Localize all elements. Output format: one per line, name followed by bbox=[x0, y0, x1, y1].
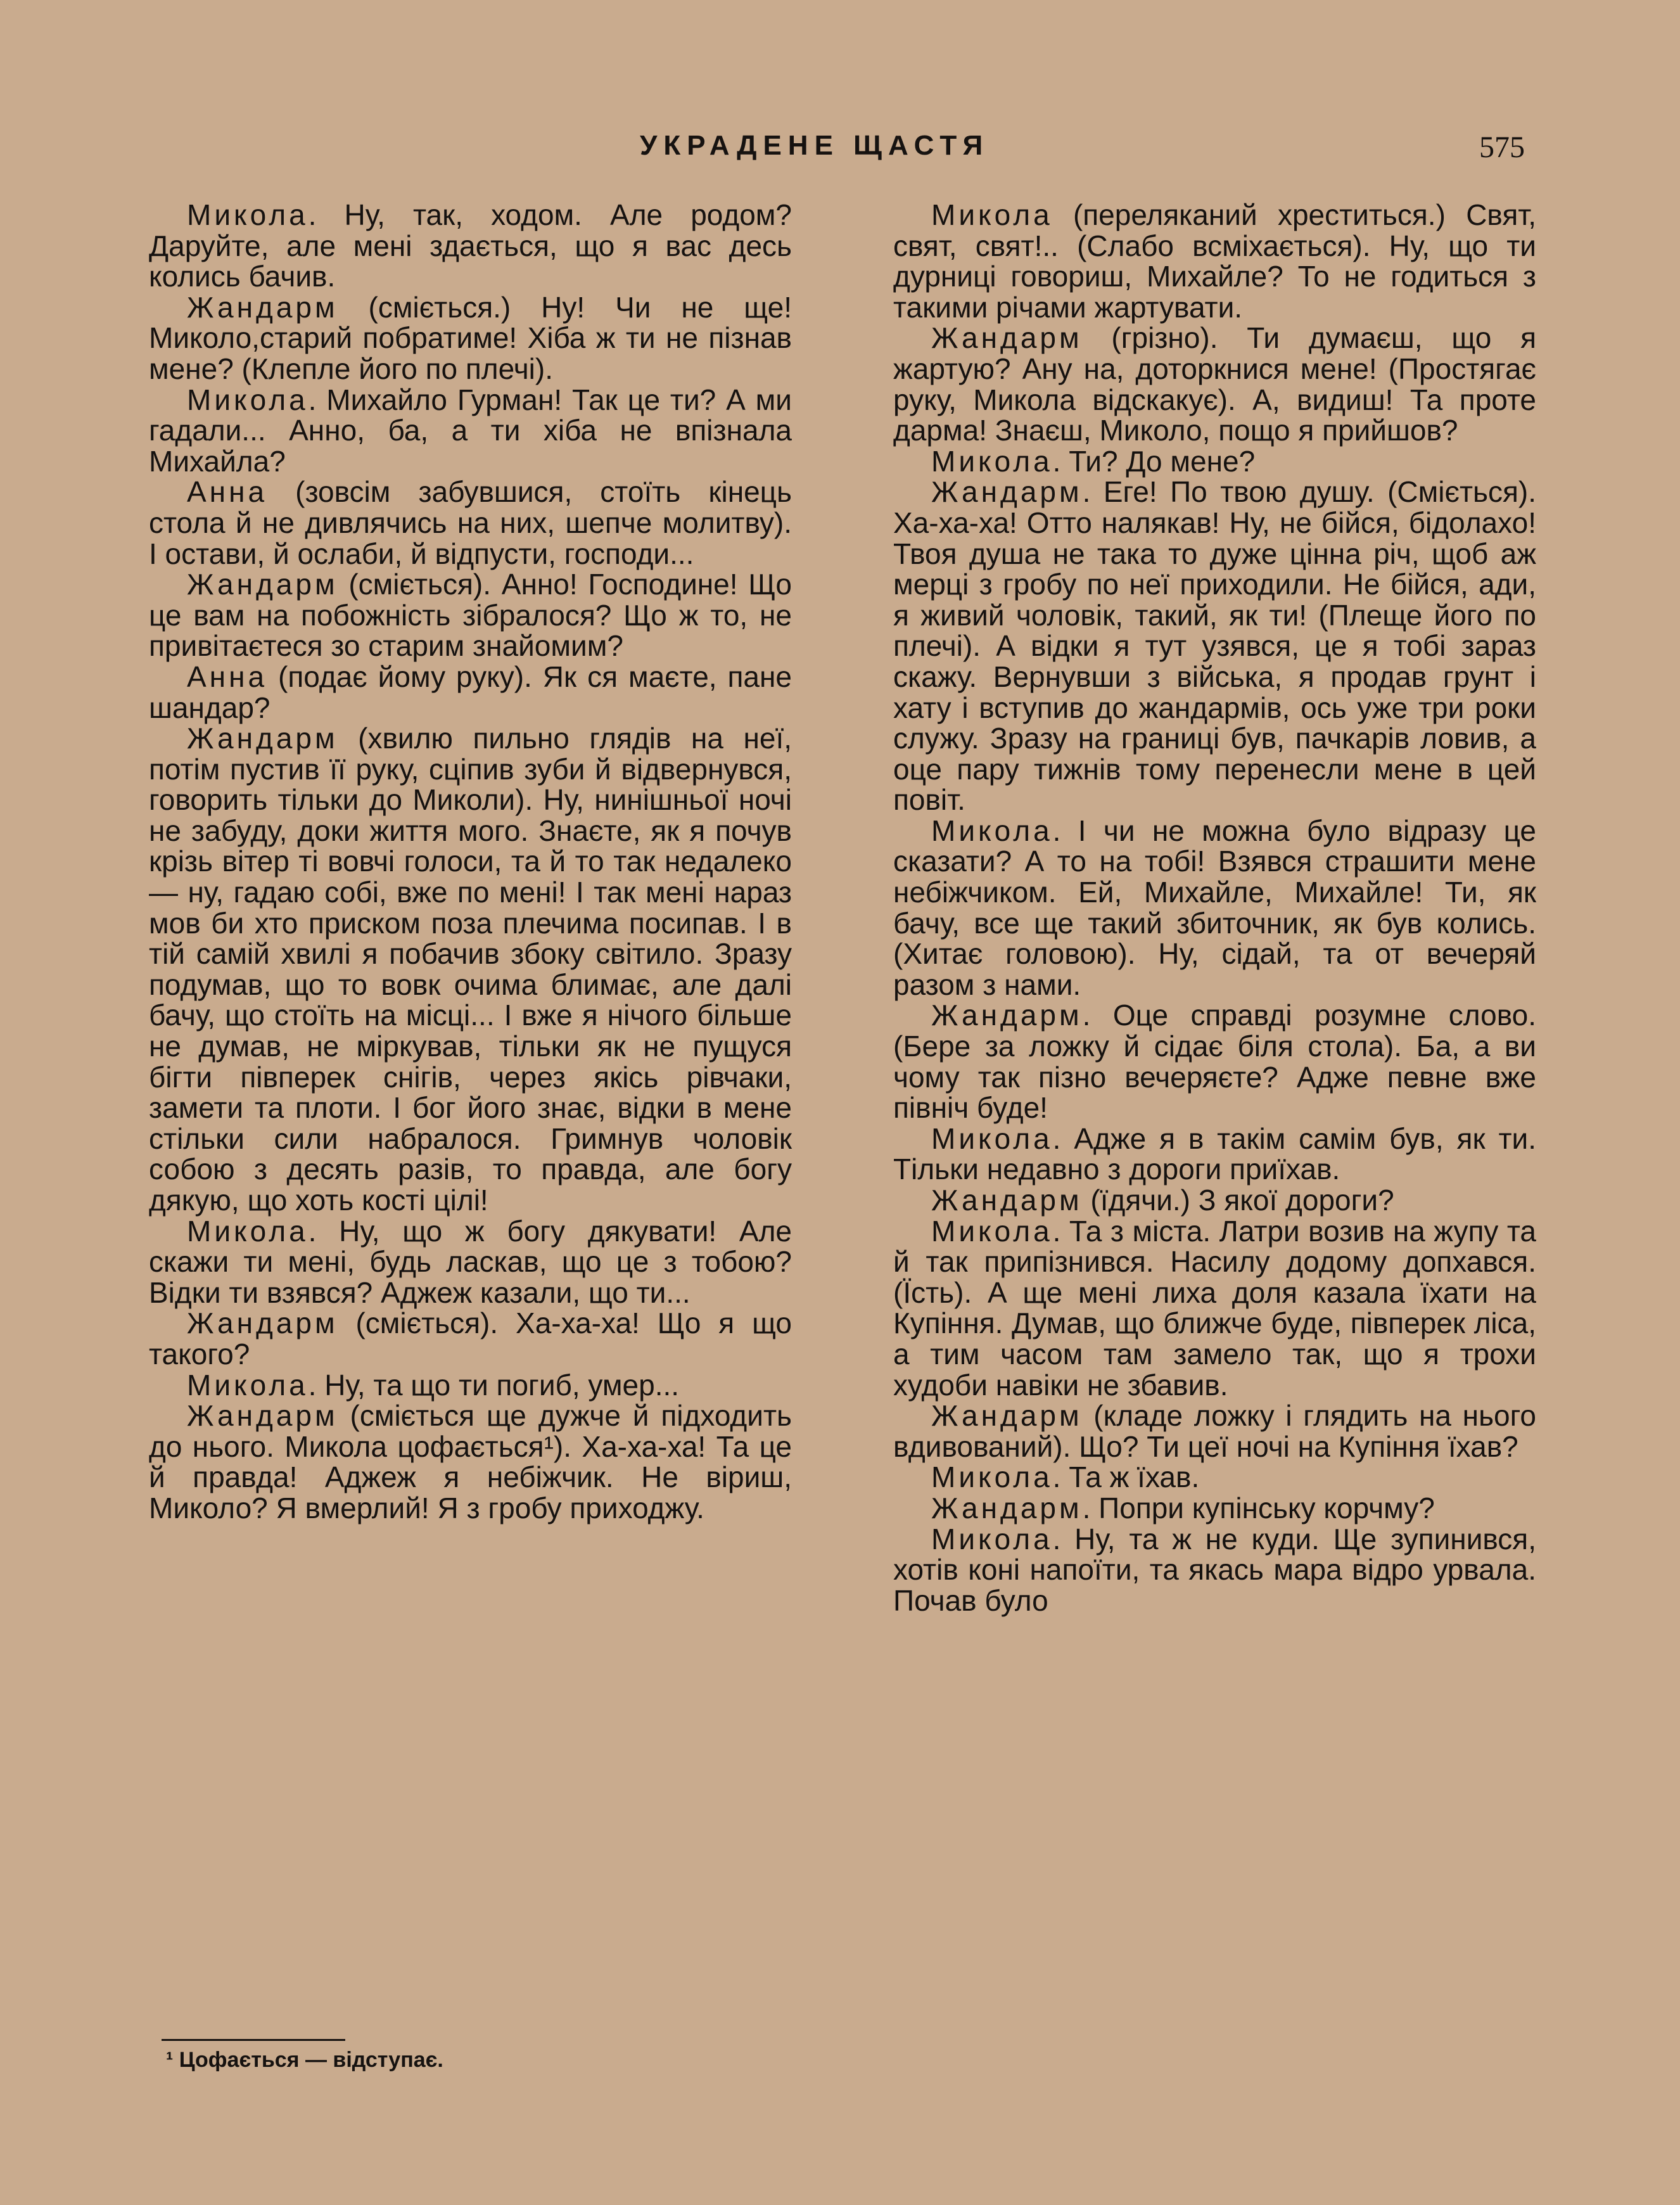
dialogue-paragraph bbox=[893, 1462, 1536, 1493]
speech-text: (сміється). Анно! Господине! Що це вам на побожність зібралося? Що ж то, не привітаєтеся зо старим знайомим? bbox=[149, 568, 792, 663]
speaker-name: Жандарм bbox=[187, 568, 338, 601]
speech-text: (сміється.) Ну! Чи не ще! Миколо,старий побратиме! Хіба ж ти не пізнав мене? (Клепле його по плечі). bbox=[149, 290, 792, 385]
dialogue-paragraph bbox=[149, 569, 792, 662]
speaker-name: Микола bbox=[187, 383, 309, 416]
speaker-name: Жандарм bbox=[931, 475, 1083, 509]
dialogue-paragraph bbox=[893, 323, 1536, 445]
speech-text: . Та з міста. Латри возив на жупу та й так припізнився. Насилу додому допхався. (Їсть). А ще мені лиха доля казала їхати на Купіння. Думав, що ближче буде, півперек ліса, а тим часом там замело так, що я трохи худоби навіки не збавив. bbox=[893, 1214, 1536, 1402]
speaker-name: Жандарм bbox=[931, 1491, 1083, 1524]
speech-text: (зовсім забувшися, стоїть кінець стола й не дивлячись на них, шепче молитву). І остави, й ослаби, й відпусти, господи... bbox=[149, 475, 792, 570]
dialogue-paragraph bbox=[893, 476, 1536, 815]
speech-text: . Ти? До мене? bbox=[1052, 444, 1256, 478]
speaker-name: Жандарм bbox=[187, 1307, 338, 1340]
speaker-name: Анна bbox=[187, 660, 268, 693]
speech-text: (сміється). Ха-ха-ха! Що я що такого? bbox=[149, 1307, 792, 1371]
speaker-name: Жандарм bbox=[931, 1399, 1083, 1433]
speaker-name: Жандарм bbox=[187, 722, 338, 755]
dialogue-paragraph bbox=[149, 1370, 792, 1401]
speech-text: . Ну, що ж богу дякувати! Але скажи ти мені, будь ласкав, що це з тобою? Відки ти взявся? Аджеж казали, що ти... bbox=[149, 1214, 792, 1309]
dialogue-paragraph bbox=[149, 1216, 792, 1308]
speech-text: (сміється ще дужче й підходить до нього. Микола цофається¹). Ха-ха-ха! Та це й правда! Аджеж я небіжчик. Не віриш, Миколо? Я вмерлий! Я з гробу приходжу. bbox=[149, 1399, 792, 1524]
dialogue-paragraph bbox=[893, 1493, 1536, 1524]
speech-text: . Адже я в такім самім був, як ти. Тільки недавно з дороги приїхав. bbox=[893, 1122, 1536, 1186]
speaker-name: Жандарм bbox=[931, 999, 1083, 1032]
speech-text: (подає йому руку). Як ся маєте, пане шандар? bbox=[149, 660, 792, 724]
speaker-name: Микола bbox=[187, 1368, 309, 1402]
speaker-name: Жандарм bbox=[931, 1184, 1083, 1217]
speech-text: (переляканий хреститься.) Свят, свят, свят!.. (Слабо всміхається). Ну, що ти дурниці говориш, Михайле? То не годиться з такими річами жартувати. bbox=[893, 198, 1536, 324]
speech-text: . Еге! По твою душу. (Сміється). Ха-ха-ха! Отто налякав! Ну, не бійся, бідолахо! Твоя душа не така то дуже цінна річ, щоб аж мерці з гробу по неї приходили. Не бійся, ади, я живий чоловік, такий, як ти! (Плеще його по плечі). А відки я тут узявся, це я тобі зараз скажу. Вернувши з війська, я продав грунт і хату і вступив до жандармів, ось уже три роки служу. Зразу на границі був, пачкарів ловив, а оце пару тижнів тому перенесли мене в цей повіт. bbox=[893, 475, 1536, 817]
speech-text: (хвилю пильно глядів на неї, потім пустив її руку, сціпив зуби й відвернувся, говорить тільки до Миколи). Ну, нинішньої ночі не забуду, доки життя мого. Знаєте, як я почув крізь вітер ті вовчі голоси, та й то так недалеко — ну, гадаю собі, вже по мені! І так мені нараз мов би хто приском поза плечима посипав. І в тій самій хвилі я побачив збоку світило. Зразу подумав, що то вовк очима блимає, але далі бачу, що стоїть на місці... І вже я нічого більше не думав, не міркував, тільки як не пущуся бігти півперек снігів, через якісь рівчаки, замети та плоти. І бог його знає, відки в мене стільки сили набралося. Гримнув чоловік собою з десять разів, то правда, але богу дякую, що хоть кості цілі! bbox=[149, 722, 792, 1217]
speaker-name: Микола bbox=[931, 444, 1053, 478]
dialogue-paragraph bbox=[893, 446, 1536, 477]
speaker-name: Жандарм bbox=[187, 1399, 338, 1433]
speaker-name: Жандарм bbox=[931, 321, 1083, 355]
speech-text: (грізно). Ти думаєш, що я жартую? Ану на, доторкнися мене! (Простягає руку, Микола відскакує). А, видиш! Та проте дарма! Знаєш, Миколо, пощо я прийшов? bbox=[893, 321, 1536, 447]
dialogue-paragraph bbox=[893, 1123, 1536, 1185]
dialogue-paragraph bbox=[149, 662, 792, 723]
speech-text: . Та ж їхав. bbox=[1052, 1460, 1200, 1494]
speech-text: (їдячи.) З якої дороги? bbox=[1082, 1184, 1394, 1217]
dialogue-paragraph bbox=[893, 1400, 1536, 1462]
speaker-name: Анна bbox=[187, 475, 268, 509]
left-column bbox=[149, 200, 792, 1524]
footnote: ¹ Цофається — відступає. bbox=[166, 2048, 443, 2072]
page-number: 575 bbox=[1479, 131, 1525, 164]
dialogue-paragraph bbox=[149, 723, 792, 1216]
speaker-name: Микола bbox=[931, 1122, 1053, 1155]
speaker-name: Микола bbox=[187, 1214, 309, 1248]
dialogue-paragraph bbox=[149, 1400, 792, 1523]
speaker-name: Микола bbox=[187, 198, 309, 231]
dialogue-paragraph bbox=[893, 1185, 1536, 1216]
footnote-divider bbox=[162, 2039, 345, 2041]
running-title: УКРАДЕНЕ ЩАСТЯ bbox=[640, 130, 990, 161]
dialogue-paragraph bbox=[149, 200, 792, 292]
dialogue-paragraph bbox=[893, 815, 1536, 1000]
speaker-name: Жандарм bbox=[187, 290, 338, 324]
speech-text: (кладе ложку і глядить на нього вдивований). Що? Ти цеї ночі на Купіння їхав? bbox=[893, 1399, 1536, 1463]
speech-text: . І чи не можна було відразу це сказати? А то на тобі! Взявся страшити мене небіжчиком. Ей, Михайле, Михайле! Ти, як бачу, все ще такий збиточник, як був колись. (Хитає головою). Ну, сідай, та от вечеряй разом з нами. bbox=[893, 814, 1536, 1001]
dialogue-paragraph bbox=[149, 1308, 792, 1369]
dialogue-paragraph bbox=[149, 385, 792, 477]
dialogue-paragraph bbox=[149, 476, 792, 569]
dialogue-paragraph bbox=[893, 1216, 1536, 1401]
speech-text: . Ну, та ж не куди. Ще зупинився, хотів коні напоїти, та якась мара відро урвала. Почав було bbox=[893, 1522, 1536, 1617]
right-column bbox=[893, 200, 1536, 1616]
speech-text: . Попри купінську корчму? bbox=[1082, 1491, 1435, 1524]
dialogue-paragraph bbox=[893, 1524, 1536, 1616]
speaker-name: Микола bbox=[931, 1522, 1053, 1556]
dialogue-paragraph bbox=[149, 292, 792, 385]
speech-text: . Ну, так, ходом. Але родом? Даруйте, але мені здається, що я вас десь колись бачив. bbox=[149, 198, 792, 293]
page-header bbox=[0, 130, 1680, 168]
dialogue-paragraph bbox=[893, 200, 1536, 323]
speaker-name: Микола bbox=[931, 1214, 1053, 1248]
speech-text: . Оце справді розумне слово. (Бере за ложку й сідає біля стола). Ба, а ви чому так пізно вечеряєте? Адже певне вже північ буде! bbox=[893, 999, 1536, 1125]
speech-text: . Михайло Гурман! Так це ти? А ми гадали... Анно, ба, а ти хіба не впізнала Михайла? bbox=[149, 383, 792, 478]
speaker-name: Микола bbox=[931, 814, 1053, 847]
speech-text: . Ну, та що ти погиб, умер... bbox=[308, 1368, 680, 1402]
speaker-name: Микола bbox=[931, 198, 1053, 231]
dialogue-paragraph bbox=[893, 1000, 1536, 1123]
speaker-name: Микола bbox=[931, 1460, 1053, 1494]
